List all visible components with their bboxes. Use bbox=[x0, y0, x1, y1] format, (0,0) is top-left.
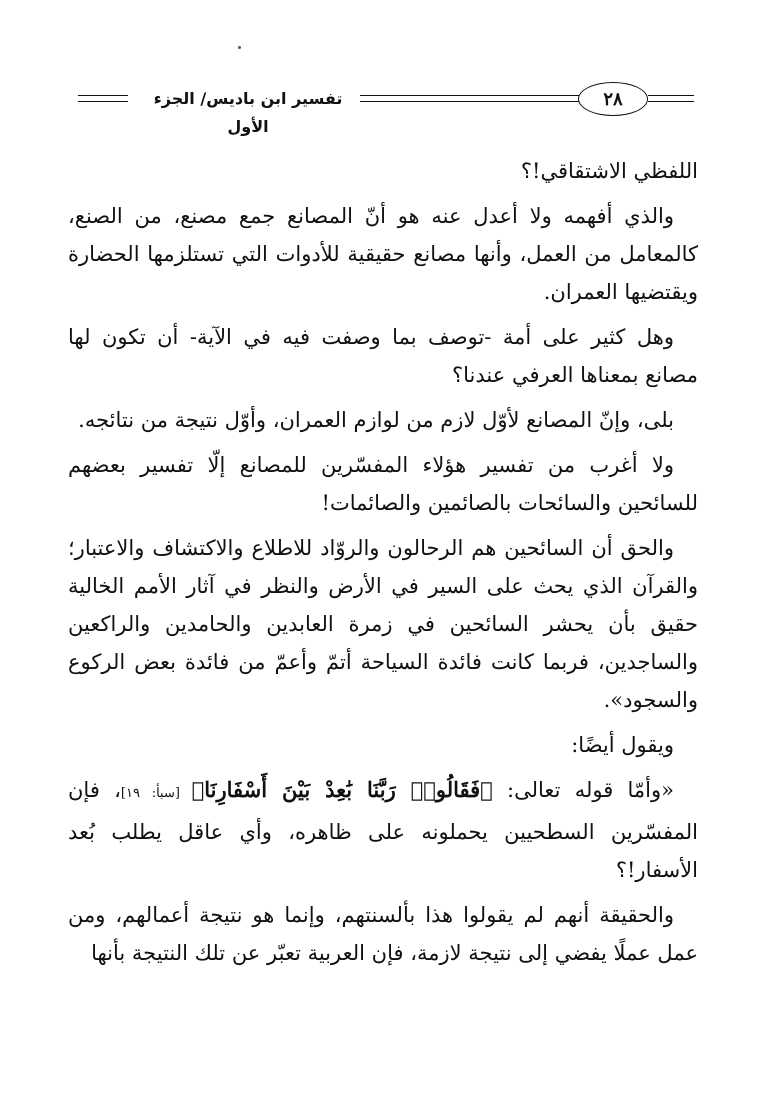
paragraph-7: ويقول أيضًا: bbox=[571, 733, 674, 757]
page-body bbox=[68, 152, 698, 979]
verse-reference: [سبأ: ١٩] bbox=[120, 786, 192, 801]
page-speck bbox=[238, 46, 241, 49]
page-number: ٢٨ bbox=[578, 82, 648, 116]
quote-continuation: ، فإن المفسّرين السطحيين يحملونه على ظاهره، وأي عاقل يطلب بُعد الأسفار!؟ bbox=[68, 778, 698, 882]
paragraph-2: والذي أفهمه ولا أعدل عنه هو أنّ المصانع جمع مصنع، من الصنع، كالمعامل من العمل، وأنها مصانع حقيقية للأدوات التي تستلزمها الحضارة ويقتضيها العمران. bbox=[68, 204, 698, 304]
header-rule-right bbox=[648, 95, 694, 102]
paragraph-3: وهل كثير على أمة -توصف بما وصفت فيه في الآية- أن تكون لها مصانع بمعناها العرفي عندنا؟ bbox=[68, 325, 698, 387]
quote-intro: «وأمّا قوله تعالى: bbox=[492, 778, 674, 802]
page-header bbox=[70, 82, 694, 136]
paragraph-6: والحق أن السائحين هم الرحالون والروّاد للاطلاع والاكتشاف والاعتبار؛ والقرآن الذي يحث على السير في الأرض والنظر في آثار الأمم الخالية حقيق بأن يحشر السائحين في زمرة العابدين والحامدين والراكعين والساجدين، فربما كانت فائدة السياحة أتمّ وأعمّ من فائدة بعض الركوع والسجود». bbox=[68, 536, 698, 712]
running-title: تفسير ابن باديس/ الجزء الأول bbox=[153, 89, 343, 136]
paragraph-8 bbox=[68, 771, 698, 889]
quran-verse: ﴿فَقَالُوا۟ رَبَّنَا بَٰعِدْ بَيْنَ أَسْفَارِنَا﴾ bbox=[191, 777, 493, 802]
paragraph-4: بلى، وإنّ المصانع لأوّل لازم من لوازم العمران، وأوّل نتيجة من نتائجه. bbox=[78, 408, 674, 432]
paragraph-5: ولا أغرب من تفسير هؤلاء المفسّرين للمصانع إلّا تفسير بعضهم للسائحين والسائحات بالصائمين والصائمات! bbox=[68, 453, 698, 515]
paragraph-1: اللفظي الاشتقاقي!؟ bbox=[520, 159, 698, 183]
header-rule-left bbox=[78, 95, 128, 102]
paragraph-9: والحقيقة أنهم لم يقولوا هذا بألسنتهم، وإنما هو نتيجة أعمالهم، ومن عمل عملًا يفضي إلى نتيجة لازمة، فإن العربية تعبّر عن تلك النتيجة بأنها bbox=[68, 903, 698, 965]
